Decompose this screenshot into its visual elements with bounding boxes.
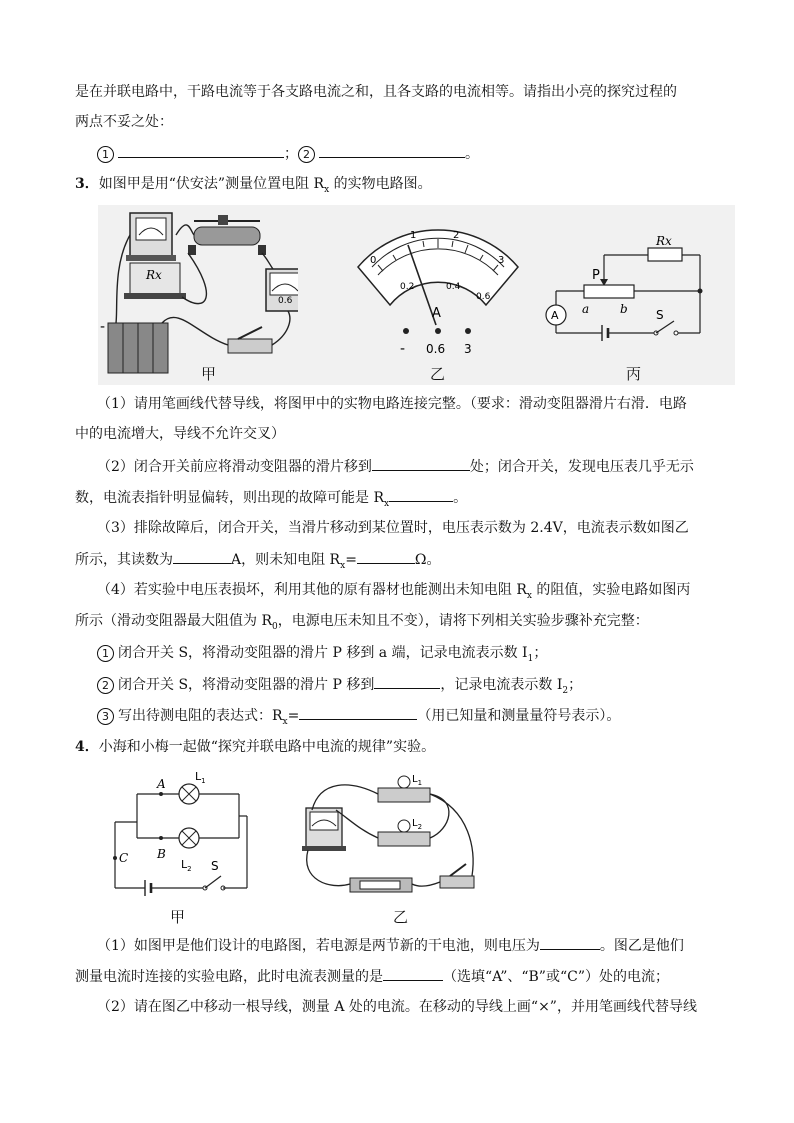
wire-6 (262, 253, 273, 269)
rheostat-symbol (584, 285, 634, 298)
label-point-a: A (157, 777, 166, 791)
answer-blank-fault[interactable] (389, 487, 453, 502)
q4-part1-line1: （1）如图甲是他们设计的电路图，若电源是两节新的干电池，则电压为 。图乙是他们 (97, 935, 684, 956)
answer-blank-expression[interactable] (299, 705, 417, 720)
circled-number-2: 2 (97, 677, 114, 694)
q3-part4-line1: （4）若实验中电压表损坏，利用其他的原有器材也能测出未知电阻 $R_x$ 的阻值，实验电路如图丙 (97, 582, 691, 601)
answer-blank-1[interactable] (118, 143, 284, 158)
photo-label-l2: $L_2$ (412, 818, 423, 831)
battery-pack-icon (108, 323, 168, 373)
answer-blank-resistance[interactable] (357, 549, 415, 564)
q4-caption-yi: 乙 (393, 908, 409, 926)
label-point-c: C (119, 851, 129, 865)
answer-blank-current-reading[interactable] (173, 549, 231, 564)
wire-3 (430, 794, 449, 838)
q3-part4-line2: 所示（滑动变阻器最大阻值为 $R_0$，电源电压未知且不变），请将下列相关实验步骤补充完整： (75, 613, 649, 632)
dial-top-3: 3 (498, 255, 505, 266)
label-rx: Rx (656, 234, 672, 248)
dial-top-0: 0 (370, 255, 377, 266)
q3-figure-yi (348, 205, 528, 385)
wire-4 (162, 317, 228, 345)
q3-figure-jia (98, 205, 298, 385)
label-b-end: b (620, 302, 628, 316)
label-l1: $L_1$ (195, 770, 206, 785)
switch-icon (440, 864, 474, 888)
q2-answer-line: 1 ； 2 。 (97, 143, 479, 164)
q4-part1-line2: 测量电流时连接的实验电路，此时电流表测量的是 （选填“A”、“B”或“C”）处的电流； (75, 966, 669, 987)
q2-text-line2: 两点不妥之处： (75, 114, 173, 130)
lamp-l1-icon (378, 776, 430, 802)
answer-blank-step2-position[interactable] (374, 674, 440, 689)
dial-bottom-04: 0.4 (446, 282, 461, 292)
dial-bottom-02: 0.2 (400, 282, 415, 292)
q3-caption-yi: 乙 (430, 365, 446, 383)
battery-box-icon (350, 878, 412, 892)
q3-part1-line2: 中的电流增大，导线不允许交叉） (75, 426, 285, 442)
wire-5 (272, 311, 290, 345)
terminal-minus: - (400, 341, 406, 357)
q3-step1: 1 闭合开关 S，将滑动变阻器的滑片 P 移到 a 端，记录电流表示数 $I_1$； (97, 643, 547, 669)
wire-4 (307, 850, 350, 886)
answer-blank-2[interactable] (319, 143, 465, 158)
q3-step3: 3 写出待测电阻的表达式：$R_x=$ （用已知量和测量量符号表示）。 (97, 705, 620, 732)
q2-text-line1: 是在并联电路中，干路电流等于各支路电流之和，且各支路的电流相等。请指出小亮的探究过程的 (75, 84, 677, 100)
circled-number-3: 3 (97, 708, 114, 725)
wire-5 (412, 882, 440, 886)
switch-s-symbol (205, 876, 221, 888)
label-a-end: a (582, 302, 590, 316)
q3-stem: 3．如图甲是用“伏安法”测量位置电阻 $R_x$ 的实物电路图。 (75, 176, 432, 195)
terminal-3: 3 (464, 342, 472, 356)
q3-part3-line1: （3）排除故障后，闭合开关，当滑片移动到某位置时，电压表示数为 2.4V，电流表示数如图乙 (97, 520, 689, 536)
resistor-rx-symbol (648, 248, 682, 261)
circled-number-1: 1 (97, 645, 114, 662)
dial-bottom-06: 0.6 (476, 292, 491, 302)
q3-figure-panel (98, 205, 735, 385)
q3-figure-bing (544, 215, 714, 375)
wire-1 (312, 785, 378, 810)
q3-step2: 2 闭合开关 S，将滑动变阻器的滑片 P 移到 ，记录电流表示数 $I_2$； (97, 674, 582, 701)
q3-part3-line2: 所示，其读数为 A，则未知电阻 $R_x= \Omega$。 (75, 549, 441, 576)
q4-part2-line1: （2）请在图乙中移动一根导线，测量 A 处的电流。在移动的导线上画“×”，并用笔画线代替导线 (97, 999, 697, 1015)
photo-rx-label: Rx (146, 268, 162, 282)
wire-2 (176, 225, 194, 235)
q3-part2-line2: 数，电流表指针明显偏转，则出现的故障可能是 $R_x$ 。 (75, 487, 467, 514)
q3-caption-jia: 甲 (201, 365, 217, 383)
q4-caption-jia: 甲 (170, 908, 186, 926)
lamp-l2-icon (378, 820, 430, 846)
ammeter-icon (302, 808, 346, 851)
label-switch-s: S (211, 859, 219, 873)
label-point-b: B (157, 847, 166, 861)
label-l2: $L_2$ (181, 858, 192, 873)
switch-icon (228, 327, 272, 353)
label-switch-s: S (656, 308, 664, 322)
rheostat-icon (188, 215, 266, 255)
q4-stem: 4．小海和小梅一起做“探究并联电路中电流的规律”实验。 (75, 739, 436, 755)
photo-ammeter-06-label: 0.6 (278, 296, 293, 306)
q3-part2-line1: （2）闭合开关前应将滑动变阻器的滑片移到 处；闭合开关，发现电压表几乎无示 (97, 456, 694, 477)
answer-blank-slider-position[interactable] (372, 456, 470, 471)
photo-label-l1: $L_1$ (412, 774, 423, 787)
dial-top-1: 1 (410, 230, 417, 241)
circled-number-2: 2 (298, 146, 315, 163)
photo-battery-minus: - (100, 319, 106, 335)
circled-number-1: 1 (97, 146, 114, 163)
label-ammeter: A (551, 309, 559, 322)
voltmeter-top-icon (126, 213, 176, 261)
terminal-06: 0.6 (426, 342, 446, 356)
wire-1 (116, 235, 130, 323)
q4-figure-yi (300, 770, 480, 905)
q3-caption-bing: 丙 (626, 365, 642, 383)
switch-symbol (656, 321, 674, 333)
label-p: P (592, 268, 600, 283)
q4-figure-jia (105, 770, 255, 910)
dial-top-2: 2 (453, 230, 460, 241)
answer-blank-voltage[interactable] (540, 935, 600, 950)
q3-part1-line1: （1）请用笔画线代替导线，将图甲中的实物电路连接完整。（要求：滑动变阻器滑片右滑．电路 (97, 396, 687, 412)
answer-blank-measured-point[interactable] (383, 966, 443, 981)
dial-unit-letter: A (432, 306, 441, 321)
